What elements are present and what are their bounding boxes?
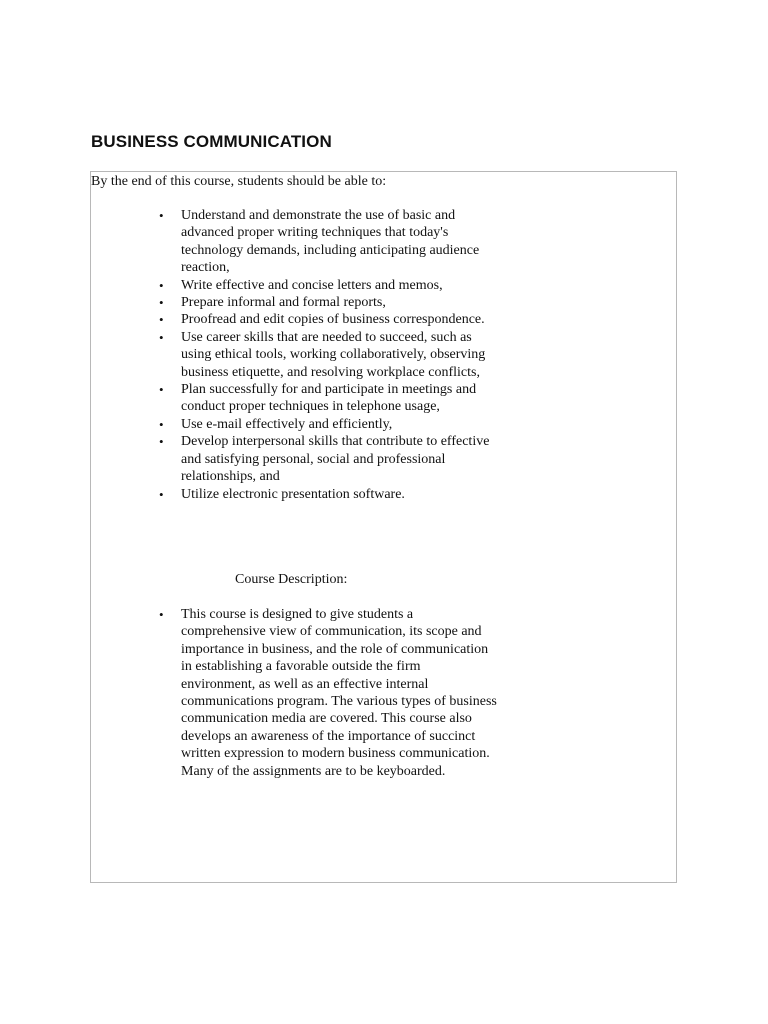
description-text: This course is designed to give students a comprehensive view of communication, its scope and importance in business, and the role of communication in establishing a favorable outside the firm environment, as well as an effective internal communications program. The various types of business communication media are covered. This course also develops an awareness of the importance of succinct written expression to modern business communication. Many of the assignments are to be keyboarded. [181,607,497,779]
learning-outcomes-list [159,207,501,503]
bullet-icon: • [159,312,164,328]
list-item [159,606,497,780]
outcome-text: Prepare informal and formal reports, [181,295,386,311]
bullet-icon: • [159,416,164,432]
list-item [159,381,501,416]
list-item [159,311,501,328]
outcome-text: Use career skills that are needed to succeed, such as using ethical tools, working collaboratively, observing business etiquette, and resolving workplace conflicts, [181,329,486,380]
outcome-text: Use e-mail effectively and efficiently, [181,416,393,432]
intro-text: By the end of this course, students should be able to: [91,174,387,189]
bullet-icon: • [159,208,164,223]
outcome-text: Write effective and concise letters and memos, [181,277,443,293]
list-item [159,416,501,433]
bullet-icon: • [159,277,164,293]
list-item [159,277,501,294]
course-description-heading: Course Description: [235,572,348,587]
outcome-text: Develop interpersonal skills that contribute to effective and satisfying personal, social and professional relationships, and [181,434,490,485]
document-title: BUSINESS COMMUNICATION [91,132,332,151]
course-content-box [90,171,677,883]
list-item [159,433,501,485]
list-item [159,329,501,381]
list-item [159,207,501,277]
list-item [159,486,501,503]
bullet-icon: • [159,607,164,622]
outcome-text: Proofread and edit copies of business correspondence. [181,312,485,328]
list-item [159,294,501,311]
outcome-text: Understand and demonstrate the use of basic and advanced proper writing techniques that today's technology demands, including anticipating audience reaction, [181,208,480,276]
outcome-text: Plan successfully for and participate in meetings and conduct proper techniques in telephone usage, [181,382,477,415]
bullet-icon: • [159,434,164,450]
outcome-text: Utilize electronic presentation software. [181,486,405,502]
bullet-icon: • [159,329,164,345]
course-description-list [159,606,497,780]
bullet-icon: • [159,295,164,311]
bullet-icon: • [159,382,164,398]
bullet-icon: • [159,486,164,502]
